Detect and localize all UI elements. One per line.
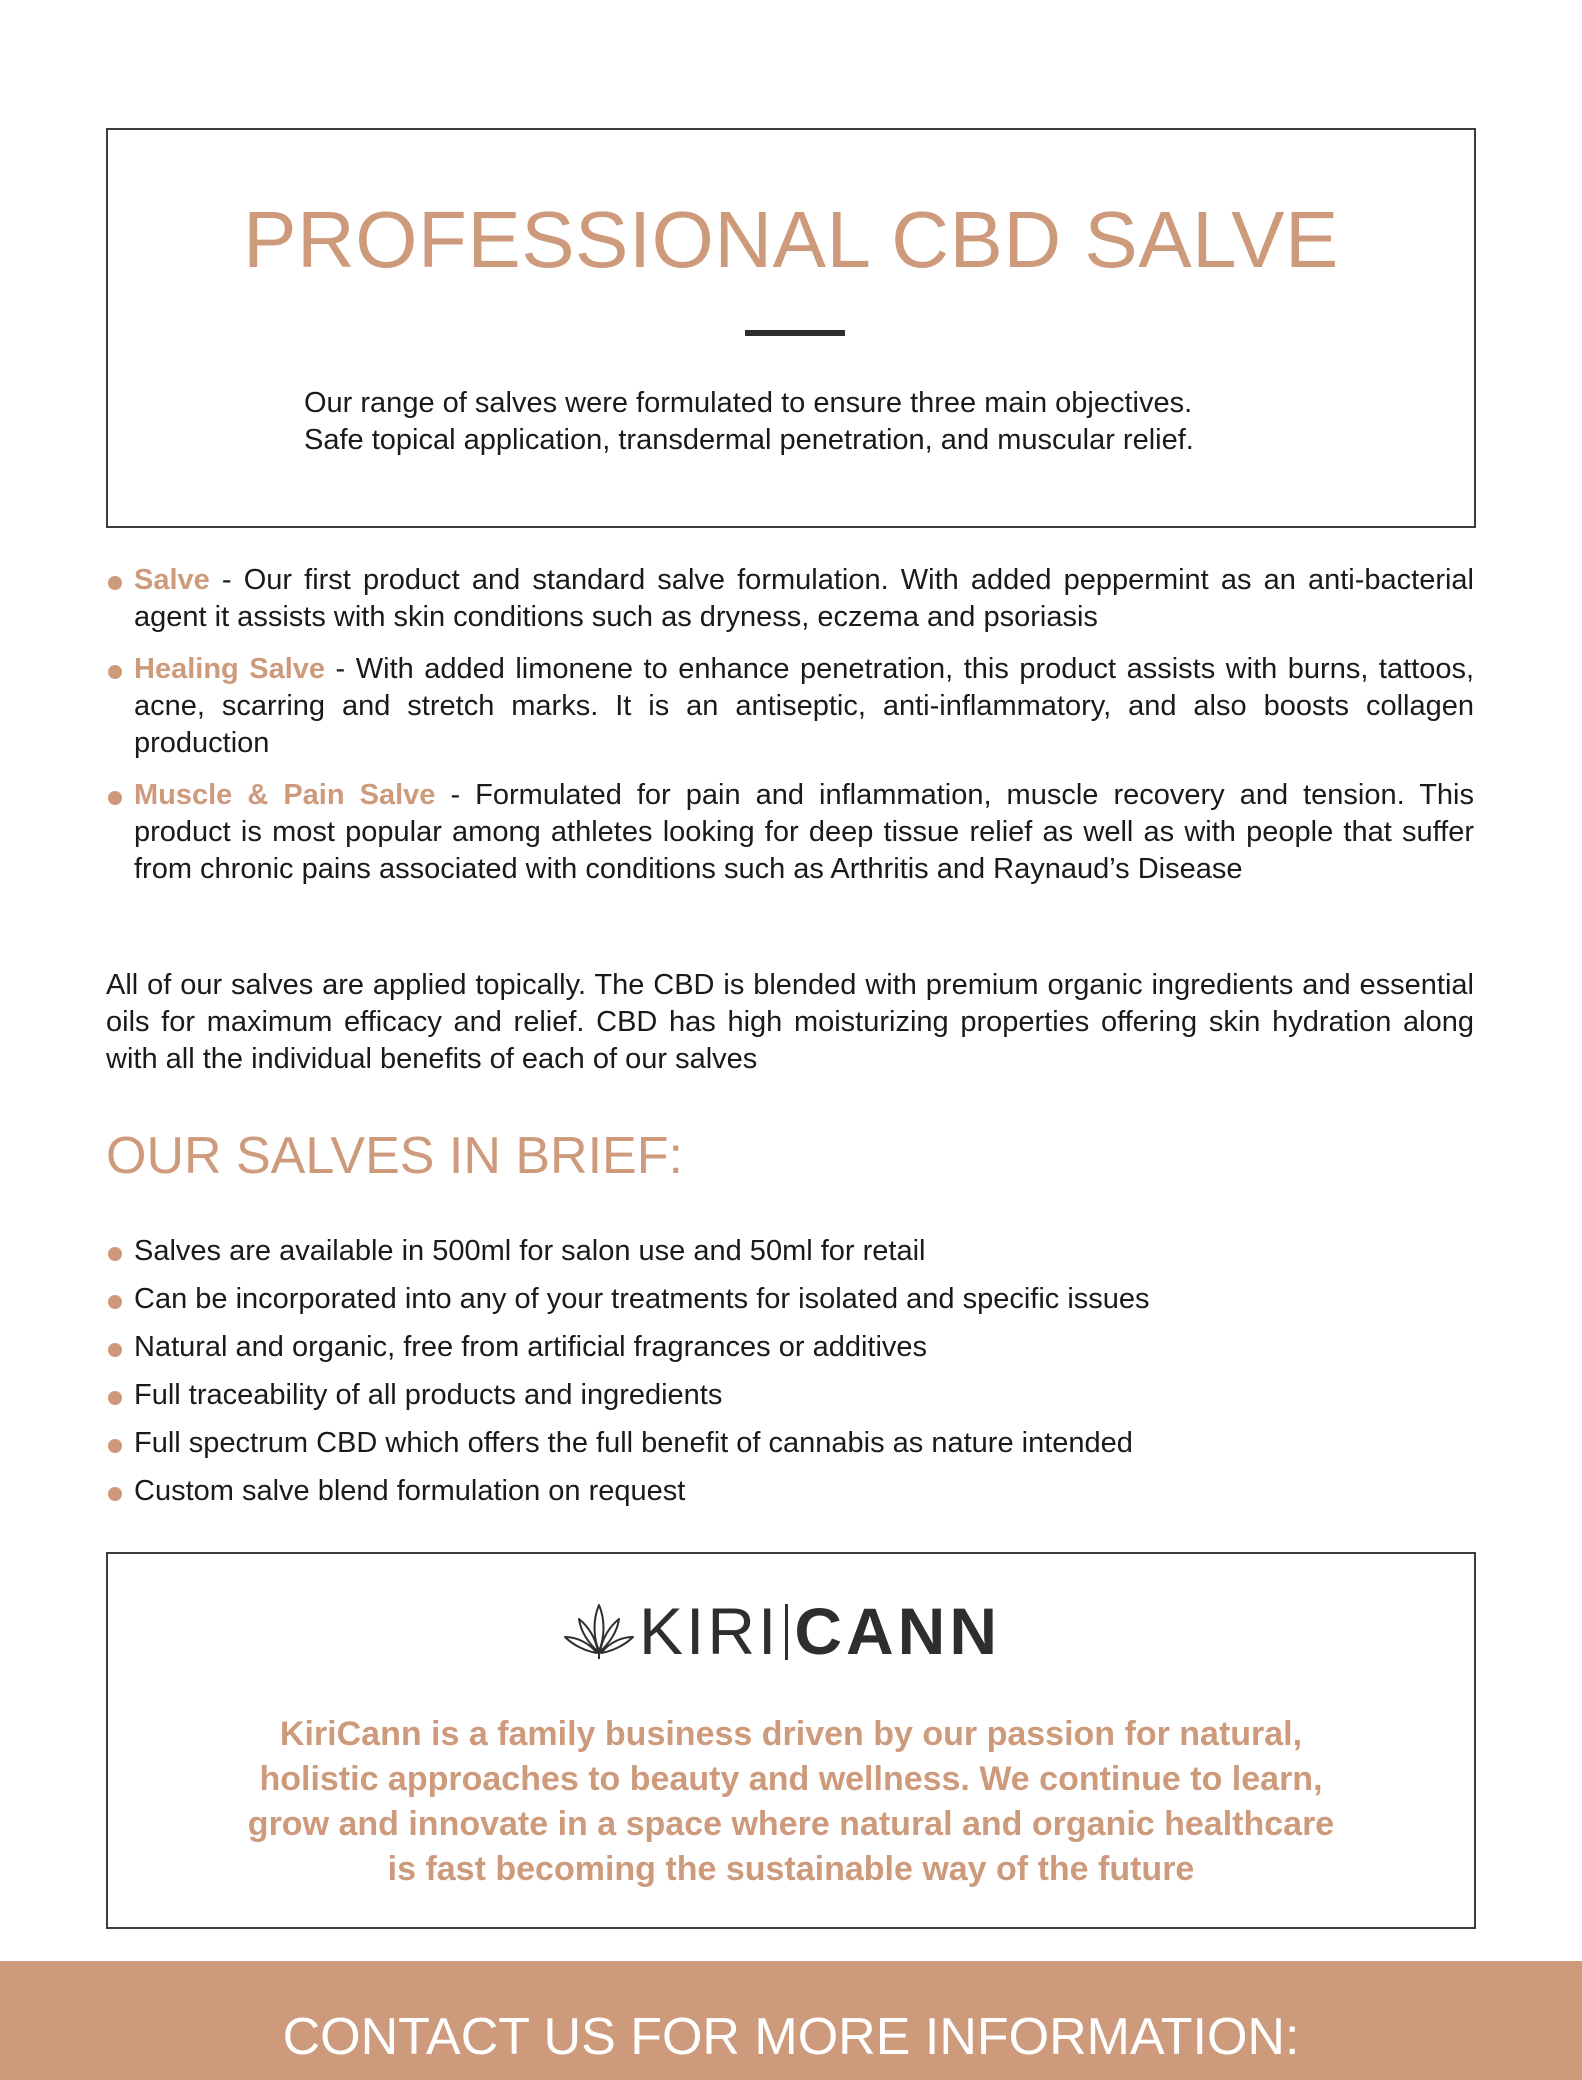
product-name: Salve [134, 564, 210, 596]
bullet-icon [108, 576, 122, 590]
hero-intro-line: Safe topical application, transdermal penetration, and muscular relief. [304, 424, 1194, 456]
cannabis-leaf-icon [563, 1601, 635, 1661]
contact-heading: CONTACT US FOR MORE INFORMATION: [282, 2008, 1300, 2066]
about-box [106, 1552, 1476, 1929]
hero-intro [304, 385, 1304, 459]
logo-text-bold: CANN [794, 1594, 1002, 1668]
bullet-icon [108, 1391, 122, 1405]
bullet-icon [108, 1487, 122, 1501]
list-item [106, 1473, 1474, 1521]
bullet-icon [108, 1295, 122, 1309]
product-item-salve [106, 562, 1474, 636]
list-item [106, 1233, 1474, 1281]
brief-heading: OUR SALVES IN BRIEF: [106, 1127, 683, 1185]
bullet-icon [108, 665, 122, 679]
logo-wordmark [639, 1596, 1001, 1666]
hero-intro-line: Our range of salves were formulated to ensure three main objectives. [304, 387, 1193, 419]
product-list [106, 562, 1474, 903]
list-item [106, 1281, 1474, 1329]
list-item [106, 1377, 1474, 1425]
page-title: PROFESSIONAL CBD SALVE [243, 195, 1339, 284]
bullet-icon [108, 1247, 122, 1261]
bullet-icon [108, 1343, 122, 1357]
brief-list [106, 1233, 1474, 1521]
brief-item-text: Custom salve blend formulation on request [134, 1475, 686, 1507]
product-item-muscle-pain-salve [106, 777, 1474, 888]
product-description: - Formulated for pain and inflammation, muscle recovery and tension. This product is most popular among athletes looking for deep tissue relief as well as with people that suffer from chronic pains associated with conditions such as Arthritis and Raynaud’s Disease [134, 779, 1474, 885]
kiricann-logo [563, 1596, 1023, 1666]
about-text [148, 1712, 1434, 1892]
title-divider [745, 330, 845, 336]
brief-item-text: Salves are available in 500ml for salon use and 50ml for retail [134, 1235, 926, 1267]
brief-item-text: Full spectrum CBD which offers the full benefit of cannabis as nature intended [134, 1427, 1133, 1459]
product-name: Healing Salve [134, 653, 326, 685]
brief-item-text: Can be incorporated into any of your treatments for isolated and specific issues [134, 1283, 1150, 1315]
contact-bar [0, 1961, 1582, 2080]
bullet-icon [108, 791, 122, 805]
list-item [106, 1425, 1474, 1473]
product-name: Muscle & Pain Salve [134, 779, 436, 811]
logo-separator [785, 1604, 788, 1660]
summary-paragraph: All of our salves are applied topically. The CBD is blended with premium organic ingredients and essential oils for maximum efficacy and relief. CBD has high moisturizing properties offering skin hydration along with all the individual benefits of each of our salves [106, 969, 1474, 1075]
about-text-line: KiriCann is a family business driven by our passion for natural, [279, 1715, 1303, 1753]
brief-item-text: Natural and organic, free from artificial fragrances or additives [134, 1331, 928, 1363]
logo-text-light: KIRI [639, 1594, 780, 1668]
product-description: - Our first product and standard salve formulation. With added peppermint as an anti-bacterial agent it assists with skin conditions such as dryness, eczema and psoriasis [134, 564, 1474, 633]
brief-item-text: Full traceability of all products and ingredients [134, 1379, 723, 1411]
bullet-icon [108, 1439, 122, 1453]
product-item-healing-salve [106, 651, 1474, 762]
about-text-line: is fast becoming the sustainable way of the future [387, 1850, 1195, 1888]
about-text-line: grow and innovate in a space where natural and organic healthcare [247, 1805, 1335, 1843]
about-text-line: holistic approaches to beauty and wellness. We continue to learn, [259, 1760, 1323, 1798]
product-description: - With added limonene to enhance penetration, this product assists with burns, tattoos, acne, scarring and stretch marks. It is an antiseptic, anti-inflammatory, and also boosts collagen production [134, 653, 1475, 759]
list-item [106, 1329, 1474, 1377]
hero-box [106, 128, 1476, 528]
